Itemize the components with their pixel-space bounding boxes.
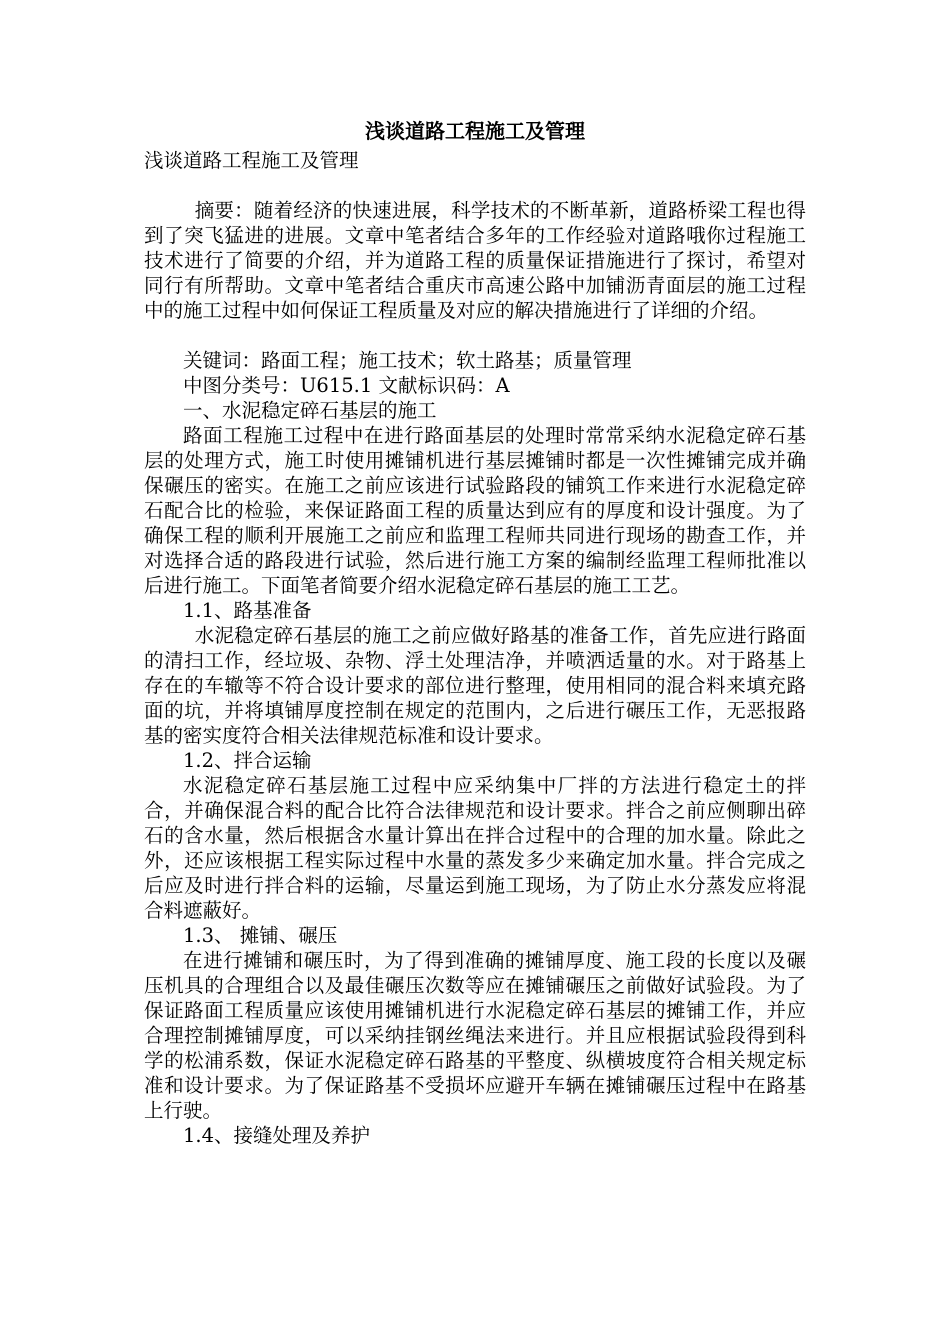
spacer xyxy=(144,323,806,348)
body-paragraph: 水泥稳定碎石基层的施工之前应做好路基的准备工作，首先应进行路面的清扫工作，经垃圾、杂物、浮土处理洁净，并喷洒适量的水。对于路基上存在的车辙等不符合设计要求的部位进行整理，使用相同的混合料来填充路面的坑，并将填铺厚度控制在规定的范围内，之后进行碾压工作，无恶报路基的密实度符合相关法律规范标准和设计要求。 xyxy=(144,624,806,747)
spacer xyxy=(144,173,806,198)
subsection-heading: 1.1、路基准备 xyxy=(183,599,312,622)
body-paragraph: 路面工程施工过程中在进行路面基层的处理时常常采纳水泥稳定碎石基层的处理方式，施工时使用摊铺机进行基层摊铺时都是一次性摊铺完成并确保碾压的密实。在施工之前应该进行试验路段的铺筑工作来进行水泥稳定碎石配合比的检验，来保证路面工程的质量达到应有的厚度和设计强度。为了确保工程的顺利开展施工之前应和监理工程师共同进行现场的勘查工作，并对选择合适的路段进行试验，然后进行施工方案的编制经监理工程师批准以后进行施工。下面笔者简要介绍水泥稳定碎石基层的施工工艺。 xyxy=(144,424,806,597)
subsection-heading: 1.2、拌合运输 xyxy=(183,749,312,772)
subsection-heading: 1.4、接缝处理及养护 xyxy=(183,1124,371,1147)
body-paragraph: 水泥稳定碎石基层施工过程中应采纳集中厂拌的方法进行稳定土的拌合，并确保混合料的配合比符合法律规范和设计要求。拌合之前应侧聊出碎石的含水量，然后根据含水量计算出在拌合过程中的合理的加水量。除此之外，还应该根据工程实际过程中水量的蒸发多少来确定加水量。拌合完成之后应及时进行拌合料的运输，尽量运到施工现场，为了防止水分蒸发应将混合料遮蔽好。 xyxy=(144,774,806,922)
subsection-heading: 1.3、 摊铺、碾压 xyxy=(183,924,338,947)
body-paragraph: 在进行摊铺和碾压时，为了得到准确的摊铺厚度、施工段的长度以及碾压机具的合理组合以及最佳碾压次数等应在摊铺碾压之前做好试验段。为了保证路面工程质量应该使用摊铺机进行水泥稳定碎石基层的摊铺工作，并应合理控制摊铺厚度，可以采纳挂钢丝绳法来进行。并且应根据试验段得到科学的松浦系数，保证水泥稳定碎石路基的平整度、纵横坡度符合相关规定标准和设计要求。为了保证路基不受损坏应避开车辆在摊铺碾压过程中在路基上行驶。 xyxy=(144,949,806,1122)
keywords-line: 关键词：路面工程；施工技术；软土路基；质量管理 xyxy=(183,349,632,372)
document-title: 浅谈道路工程施工及管理 xyxy=(365,119,585,143)
classification-line: 中图分类号：U615.1 文献标识码：A xyxy=(183,374,510,397)
document-subtitle: 浅谈道路工程施工及管理 xyxy=(144,149,359,172)
abstract-paragraph: 摘要：随着经济的快速进展，科学技术的不断革新，道路桥梁工程也得到了突飞猛进的进展。文章中笔者结合多年的工作经验对道路哦你过程施工技术进行了简要的介绍，并为道路工程的质量保证措施进行了探讨，希望对同行有所帮助。文章中笔者结合重庆市高速公路中加铺沥青面层的施工过程中的施工过程中如何保证工程质量及对应的解决措施进行了详细的介绍。 xyxy=(144,199,806,322)
document-page xyxy=(144,118,806,1148)
section-heading: 一、水泥稳定碎石基层的施工 xyxy=(183,399,437,422)
